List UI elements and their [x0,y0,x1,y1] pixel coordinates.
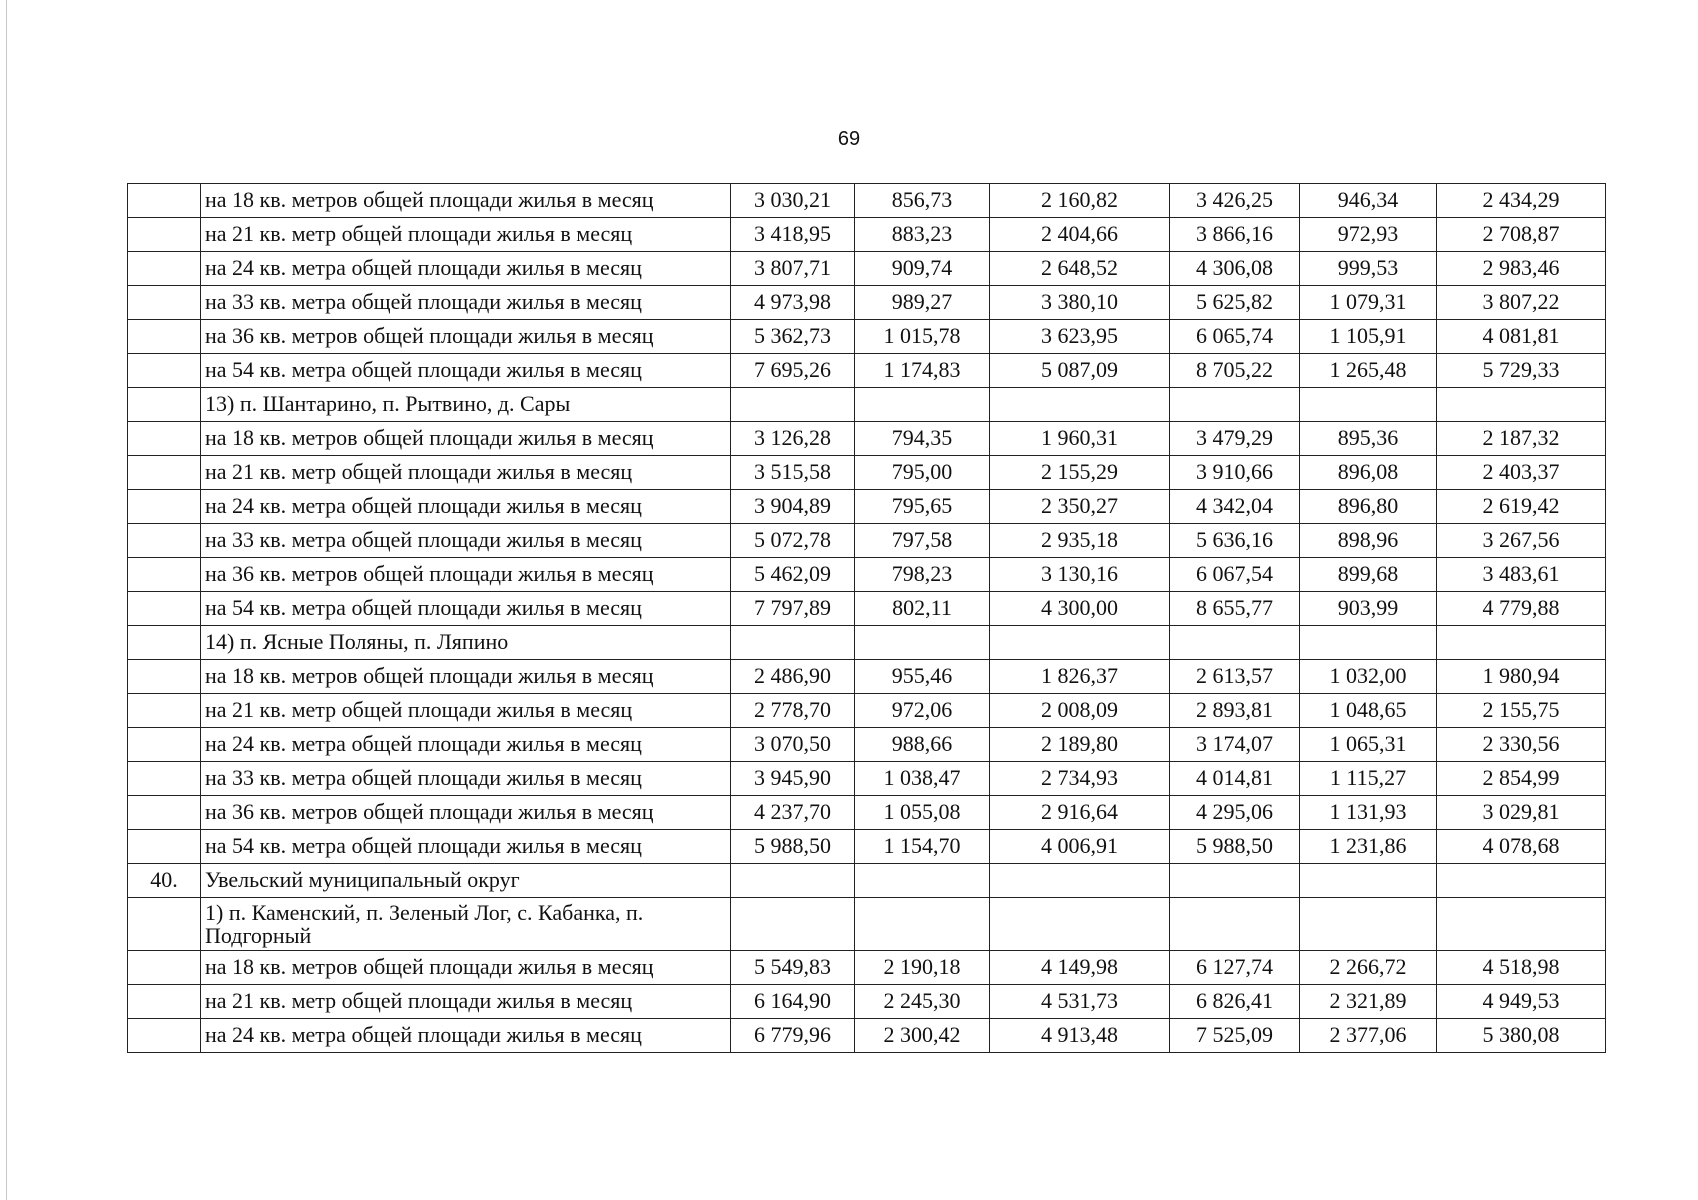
value-cell-col3: 2 916,64 [990,796,1170,830]
value-cell-col1: 3 904,89 [731,490,855,524]
value-cell-col2: 802,11 [855,592,990,626]
table-row-data [128,592,1606,626]
value-cell-col5: 1 231,86 [1300,830,1437,864]
value-cell-col6 [1437,626,1606,660]
value-cell-col4: 4 342,04 [1170,490,1300,524]
value-cell-col4: 3 910,66 [1170,456,1300,490]
value-cell-col5: 1 048,65 [1300,694,1437,728]
value-cell-col2: 988,66 [855,728,990,762]
value-cell-col1: 5 362,73 [731,320,855,354]
row-label-cell: на 21 кв. метр общей площади жилья в месяц [201,456,731,490]
row-label-cell: Увельский муниципальный округ [201,864,731,898]
value-cell-col5: 2 266,72 [1300,951,1437,985]
value-cell-col2: 1 015,78 [855,320,990,354]
table-row-data [128,456,1606,490]
value-cell-col2: 955,46 [855,660,990,694]
row-number-cell [128,218,201,252]
value-cell-col3: 4 913,48 [990,1019,1170,1053]
value-cell-col4: 3 426,25 [1170,184,1300,218]
scan-edge-line [6,0,7,1200]
value-cell-col4: 5 636,16 [1170,524,1300,558]
value-cell-col6: 4 078,68 [1437,830,1606,864]
value-cell-col2: 795,00 [855,456,990,490]
value-cell-col1: 2 486,90 [731,660,855,694]
row-number-cell [128,592,201,626]
row-label-cell: на 54 кв. метра общей площади жилья в месяц [201,592,731,626]
value-cell-col3: 3 623,95 [990,320,1170,354]
table-row-data [128,728,1606,762]
row-number-cell [128,354,201,388]
value-cell-col2: 795,65 [855,490,990,524]
row-number-cell [128,388,201,422]
value-cell-col4: 6 826,41 [1170,985,1300,1019]
value-cell-col3: 2 160,82 [990,184,1170,218]
value-cell-col4: 8 705,22 [1170,354,1300,388]
value-cell-col4: 8 655,77 [1170,592,1300,626]
tariff-table [127,183,1606,1053]
value-cell-col6 [1437,388,1606,422]
value-cell-col5: 898,96 [1300,524,1437,558]
table-row-section [128,388,1606,422]
row-label-cell: 14) п. Ясные Поляны, п. Ляпино [201,626,731,660]
value-cell-col5: 1 265,48 [1300,354,1437,388]
value-cell-col6: 2 187,32 [1437,422,1606,456]
row-label-cell: на 24 кв. метра общей площади жилья в месяц [201,728,731,762]
table-row-data [128,796,1606,830]
row-label-cell: на 36 кв. метров общей площади жилья в месяц [201,796,731,830]
table-row-data [128,252,1606,286]
value-cell-col2: 1 055,08 [855,796,990,830]
row-number-cell [128,1019,201,1053]
row-number-cell [128,490,201,524]
row-label-cell: на 18 кв. метров общей площади жилья в месяц [201,660,731,694]
value-cell-col5: 896,80 [1300,490,1437,524]
row-number-cell [128,951,201,985]
row-label-cell: на 18 кв. метров общей площади жилья в месяц [201,951,731,985]
value-cell-col5: 1 032,00 [1300,660,1437,694]
row-number-cell [128,184,201,218]
value-cell-col6: 2 619,42 [1437,490,1606,524]
value-cell-col5: 895,36 [1300,422,1437,456]
table-row-data [128,218,1606,252]
value-cell-col2: 883,23 [855,218,990,252]
value-cell-col3: 2 008,09 [990,694,1170,728]
value-cell-col3 [990,388,1170,422]
value-cell-col4: 3 174,07 [1170,728,1300,762]
value-cell-col4: 5 988,50 [1170,830,1300,864]
row-number-cell [128,694,201,728]
value-cell-col2 [855,864,990,898]
row-label-cell: на 24 кв. метра общей площади жилья в месяц [201,1019,731,1053]
row-number-cell [128,524,201,558]
row-number-cell [128,985,201,1019]
row-number-cell [128,728,201,762]
value-cell-col2: 2 190,18 [855,951,990,985]
value-cell-col5: 972,93 [1300,218,1437,252]
value-cell-col2: 1 174,83 [855,354,990,388]
value-cell-col1: 5 549,83 [731,951,855,985]
value-cell-col1 [731,626,855,660]
value-cell-col2: 909,74 [855,252,990,286]
value-cell-col1: 3 418,95 [731,218,855,252]
value-cell-col1: 3 945,90 [731,762,855,796]
value-cell-col3: 4 006,91 [990,830,1170,864]
row-label-cell: на 21 кв. метр общей площади жилья в месяц [201,218,731,252]
value-cell-col2: 989,27 [855,286,990,320]
value-cell-col6: 3 267,56 [1437,524,1606,558]
value-cell-col1 [731,864,855,898]
value-cell-col1: 6 164,90 [731,985,855,1019]
row-label-cell: на 33 кв. метра общей площади жилья в месяц [201,286,731,320]
value-cell-col1: 4 237,70 [731,796,855,830]
value-cell-col3: 4 300,00 [990,592,1170,626]
value-cell-col5: 899,68 [1300,558,1437,592]
value-cell-col1: 3 515,58 [731,456,855,490]
value-cell-col1: 5 462,09 [731,558,855,592]
table-row-data [128,1019,1606,1053]
value-cell-col4: 2 613,57 [1170,660,1300,694]
value-cell-col5: 999,53 [1300,252,1437,286]
row-number-cell [128,660,201,694]
value-cell-col3: 5 087,09 [990,354,1170,388]
value-cell-col3 [990,898,1170,951]
row-label-cell: на 36 кв. метров общей площади жилья в месяц [201,320,731,354]
value-cell-col6: 2 983,46 [1437,252,1606,286]
value-cell-col2: 797,58 [855,524,990,558]
value-cell-col3: 4 531,73 [990,985,1170,1019]
value-cell-col4: 6 067,54 [1170,558,1300,592]
value-cell-col2: 2 245,30 [855,985,990,1019]
value-cell-col5: 2 321,89 [1300,985,1437,1019]
value-cell-col3: 2 350,27 [990,490,1170,524]
row-label-cell: на 54 кв. метра общей площади жилья в месяц [201,354,731,388]
row-label-cell: на 21 кв. метр общей площади жилья в месяц [201,985,731,1019]
value-cell-col4 [1170,626,1300,660]
value-cell-col5: 2 377,06 [1300,1019,1437,1053]
row-number-cell [128,252,201,286]
value-cell-col5: 896,08 [1300,456,1437,490]
value-cell-col1: 7 695,26 [731,354,855,388]
value-cell-col5: 903,99 [1300,592,1437,626]
row-number-cell [128,626,201,660]
value-cell-col6: 5 729,33 [1437,354,1606,388]
value-cell-col3: 4 149,98 [990,951,1170,985]
table-row-data [128,830,1606,864]
table-row-data [128,286,1606,320]
row-number-cell [128,796,201,830]
value-cell-col6: 5 380,08 [1437,1019,1606,1053]
value-cell-col4: 6 065,74 [1170,320,1300,354]
value-cell-col5: 1 065,31 [1300,728,1437,762]
table-row-data [128,762,1606,796]
row-label-cell: на 21 кв. метр общей площади жилья в месяц [201,694,731,728]
value-cell-col3: 2 935,18 [990,524,1170,558]
value-cell-col5 [1300,626,1437,660]
table-row-data [128,320,1606,354]
row-number-cell [128,898,201,951]
row-label-cell: 1) п. Каменский, п. Зеленый Лог, с. Кабанка, п. Подгорный [201,898,731,951]
table-row-section [128,626,1606,660]
value-cell-col3: 2 404,66 [990,218,1170,252]
value-cell-col1: 3 070,50 [731,728,855,762]
value-cell-col5: 946,34 [1300,184,1437,218]
value-cell-col4 [1170,388,1300,422]
value-cell-col6: 3 029,81 [1437,796,1606,830]
value-cell-col4: 5 625,82 [1170,286,1300,320]
table-row-data [128,524,1606,558]
value-cell-col2: 1 154,70 [855,830,990,864]
value-cell-col1: 7 797,89 [731,592,855,626]
value-cell-col4 [1170,864,1300,898]
table-row-data [128,558,1606,592]
value-cell-col1: 2 778,70 [731,694,855,728]
value-cell-col6: 2 434,29 [1437,184,1606,218]
value-cell-col4: 2 893,81 [1170,694,1300,728]
value-cell-col6: 2 708,87 [1437,218,1606,252]
value-cell-col4: 3 479,29 [1170,422,1300,456]
value-cell-col6: 2 330,56 [1437,728,1606,762]
value-cell-col6 [1437,864,1606,898]
value-cell-col6: 2 155,75 [1437,694,1606,728]
value-cell-col3: 1 960,31 [990,422,1170,456]
value-cell-col2 [855,388,990,422]
row-label-cell: на 33 кв. метра общей площади жилья в месяц [201,524,731,558]
value-cell-col3: 2 189,80 [990,728,1170,762]
value-cell-col2: 2 300,42 [855,1019,990,1053]
value-cell-col4 [1170,898,1300,951]
value-cell-col6: 3 483,61 [1437,558,1606,592]
table-row-data [128,694,1606,728]
value-cell-col5: 1 131,93 [1300,796,1437,830]
table-row-data [128,422,1606,456]
value-cell-col6 [1437,898,1606,951]
value-cell-col3 [990,626,1170,660]
value-cell-col1: 3 126,28 [731,422,855,456]
value-cell-col2 [855,898,990,951]
table-body [128,184,1606,1053]
value-cell-col1 [731,898,855,951]
row-label-cell: на 24 кв. метра общей площади жилья в месяц [201,490,731,524]
row-number-cell [128,320,201,354]
value-cell-col2: 1 038,47 [855,762,990,796]
row-label-cell: на 33 кв. метра общей площади жилья в месяц [201,762,731,796]
value-cell-col6: 4 779,88 [1437,592,1606,626]
page-number: 69 [837,128,861,150]
table-row-data [128,951,1606,985]
value-cell-col2: 972,06 [855,694,990,728]
value-cell-col6: 3 807,22 [1437,286,1606,320]
value-cell-col5 [1300,864,1437,898]
row-label-cell: на 18 кв. метров общей площади жилья в месяц [201,184,731,218]
table-row-section [128,898,1606,951]
value-cell-col1: 6 779,96 [731,1019,855,1053]
value-cell-col4: 7 525,09 [1170,1019,1300,1053]
value-cell-col1: 3 807,71 [731,252,855,286]
row-number-cell [128,456,201,490]
value-cell-col6: 1 980,94 [1437,660,1606,694]
table-row-data [128,184,1606,218]
value-cell-col5: 1 105,91 [1300,320,1437,354]
value-cell-col5 [1300,898,1437,951]
value-cell-col1 [731,388,855,422]
value-cell-col1: 5 072,78 [731,524,855,558]
row-number-cell [128,558,201,592]
row-number-cell [128,286,201,320]
value-cell-col6: 2 854,99 [1437,762,1606,796]
row-label-cell: на 18 кв. метров общей площади жилья в месяц [201,422,731,456]
row-label-cell: на 36 кв. метров общей площади жилья в месяц [201,558,731,592]
table-row-data [128,354,1606,388]
value-cell-col4: 4 295,06 [1170,796,1300,830]
value-cell-col4: 3 866,16 [1170,218,1300,252]
value-cell-col5 [1300,388,1437,422]
value-cell-col3: 3 130,16 [990,558,1170,592]
value-cell-col1: 5 988,50 [731,830,855,864]
row-number-cell [128,830,201,864]
value-cell-col4: 4 306,08 [1170,252,1300,286]
value-cell-col2: 798,23 [855,558,990,592]
row-number-cell [128,422,201,456]
value-cell-col5: 1 079,31 [1300,286,1437,320]
value-cell-col3 [990,864,1170,898]
value-cell-col1: 3 030,21 [731,184,855,218]
row-label-cell: на 24 кв. метра общей площади жилья в месяц [201,252,731,286]
table-row-data [128,985,1606,1019]
table-row-district [128,864,1606,898]
row-number-cell [128,762,201,796]
value-cell-col4: 4 014,81 [1170,762,1300,796]
value-cell-col3: 2 155,29 [990,456,1170,490]
value-cell-col3: 1 826,37 [990,660,1170,694]
row-number-cell: 40. [128,864,201,898]
row-label-cell: на 54 кв. метра общей площади жилья в месяц [201,830,731,864]
value-cell-col6: 4 949,53 [1437,985,1606,1019]
value-cell-col2 [855,626,990,660]
table-row-data [128,660,1606,694]
value-cell-col2: 856,73 [855,184,990,218]
value-cell-col1: 4 973,98 [731,286,855,320]
value-cell-col3: 2 648,52 [990,252,1170,286]
value-cell-col4: 6 127,74 [1170,951,1300,985]
value-cell-col3: 3 380,10 [990,286,1170,320]
value-cell-col6: 4 081,81 [1437,320,1606,354]
table-row-data [128,490,1606,524]
value-cell-col6: 2 403,37 [1437,456,1606,490]
value-cell-col2: 794,35 [855,422,990,456]
row-label-cell: 13) п. Шантарино, п. Рытвино, д. Сары [201,388,731,422]
value-cell-col3: 2 734,93 [990,762,1170,796]
value-cell-col6: 4 518,98 [1437,951,1606,985]
value-cell-col5: 1 115,27 [1300,762,1437,796]
